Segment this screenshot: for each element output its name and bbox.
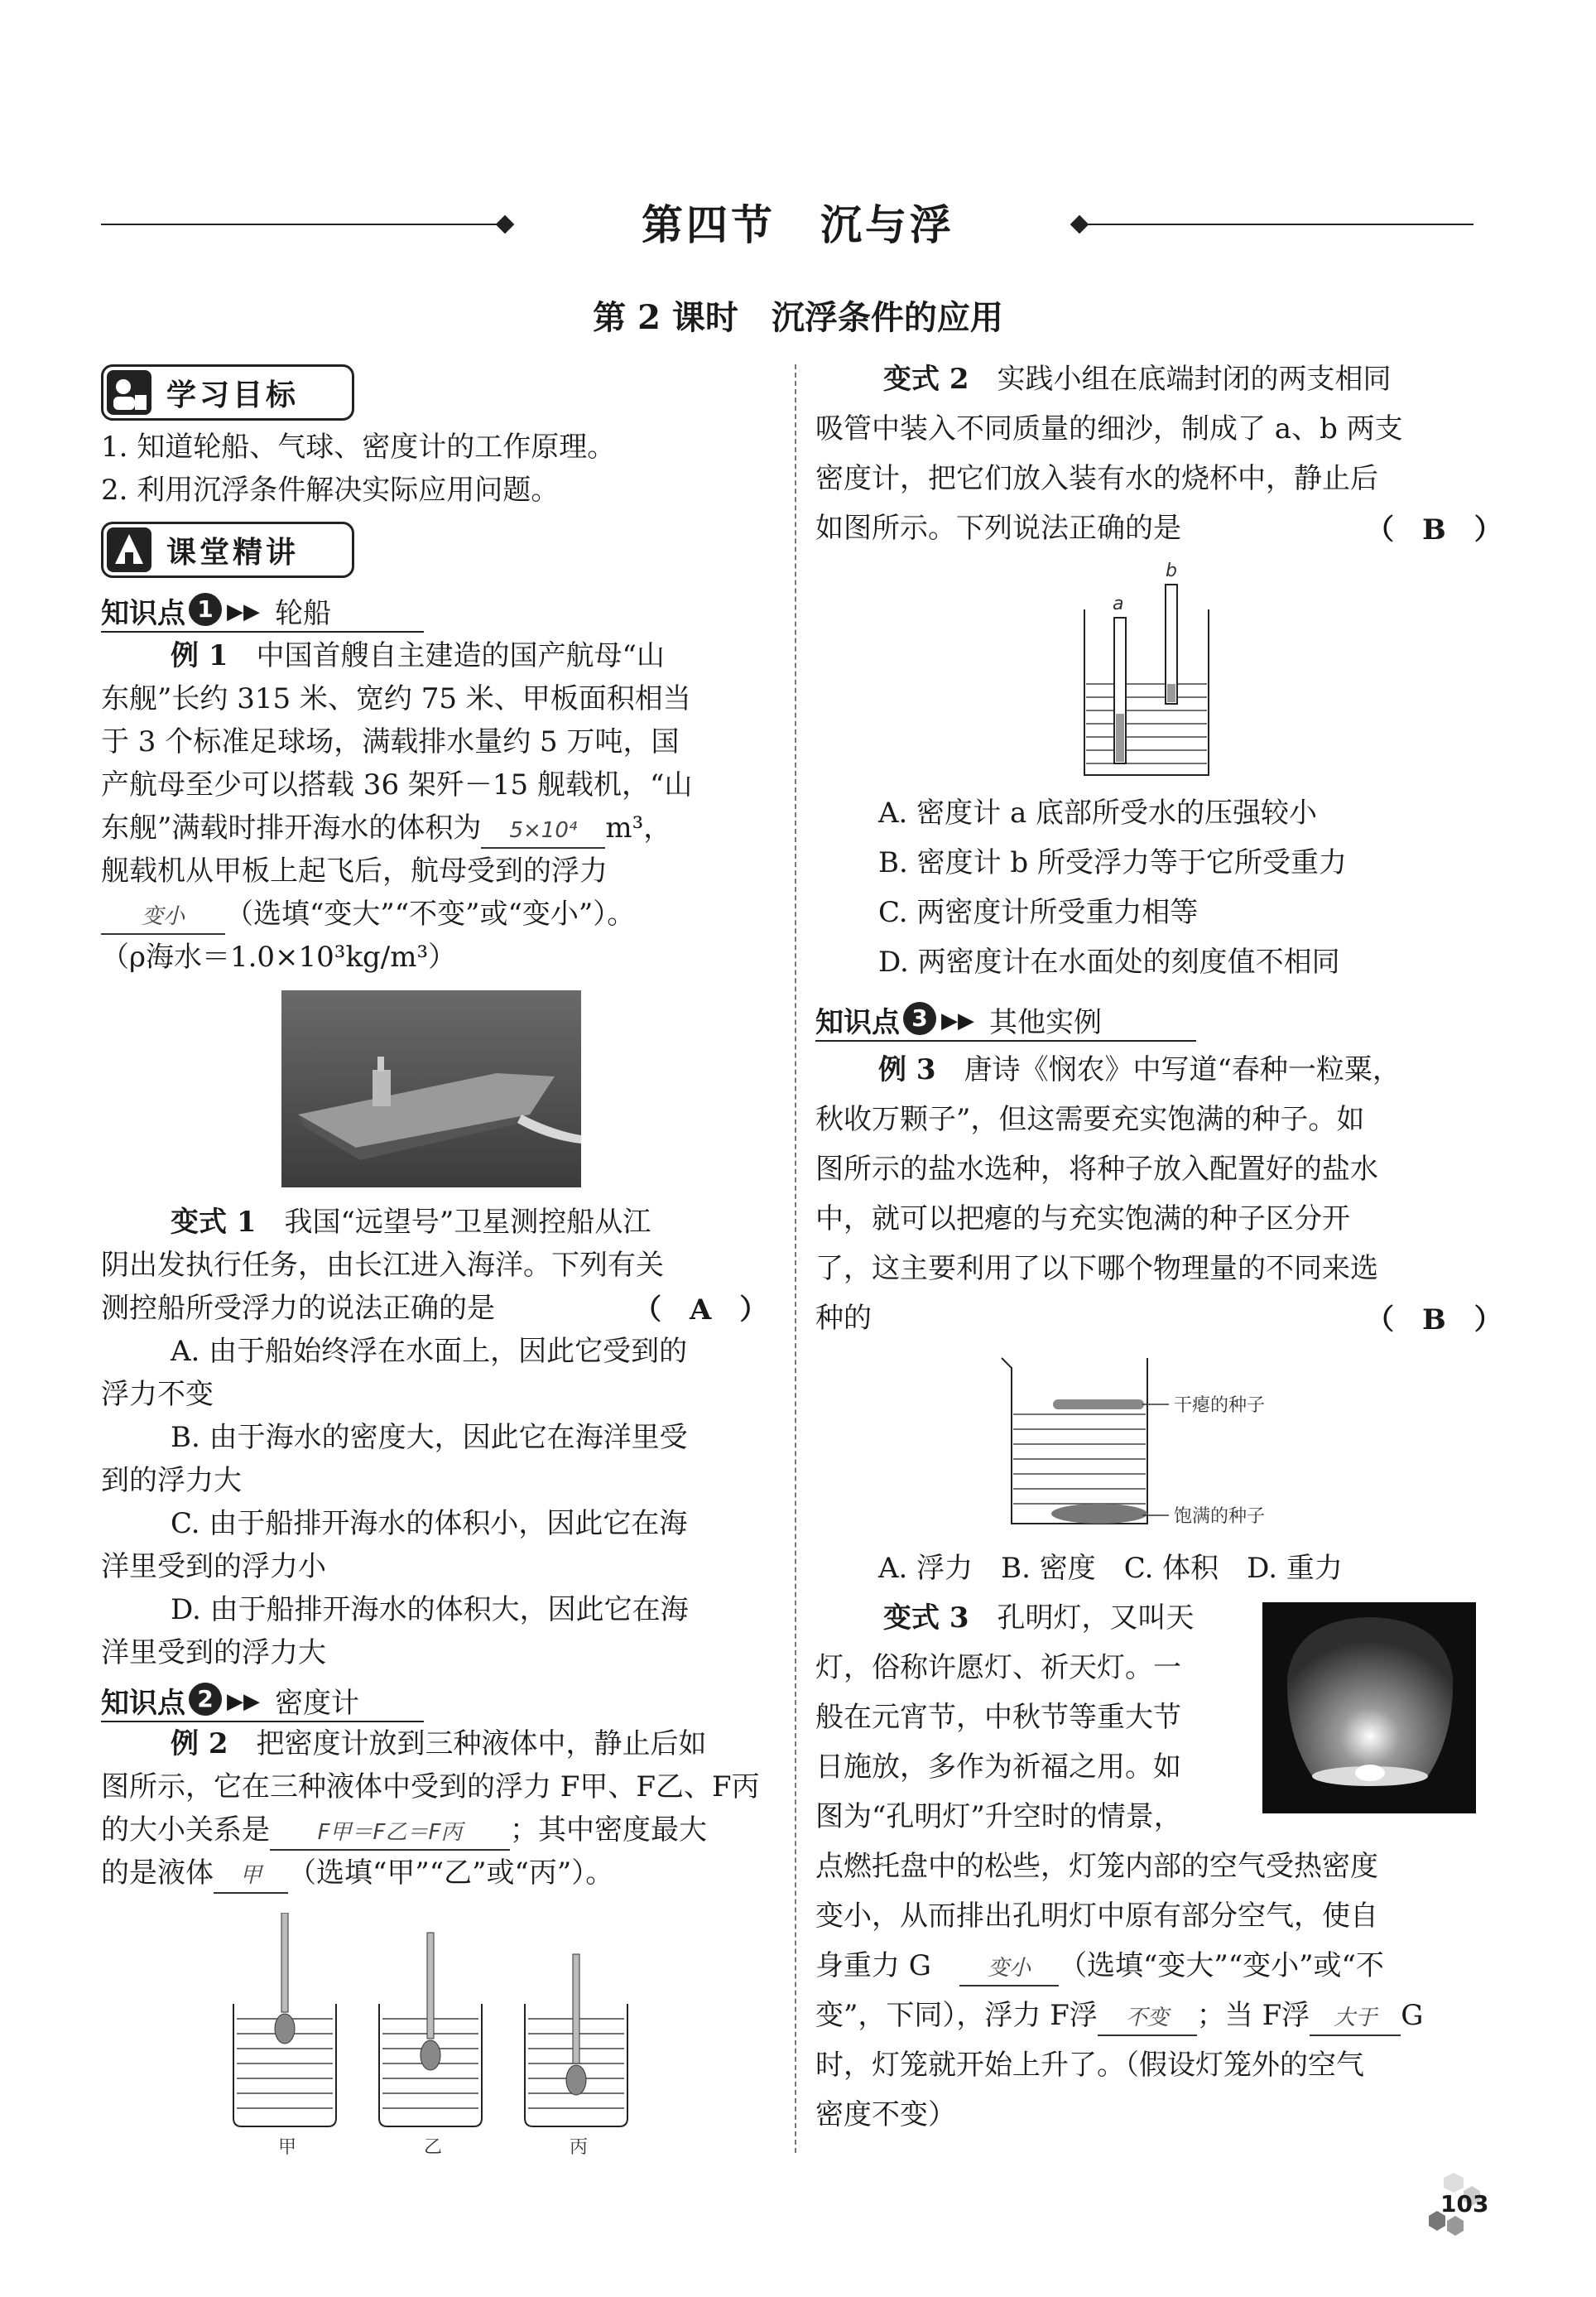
- ex1-line8: （ρ海水＝1.0×10³kg/m³）: [101, 941, 457, 974]
- ex1-line4: 产航母至少可以搭载 36 架歼－15 舰载机，“山: [101, 768, 693, 802]
- ex1-line5: [101, 807, 763, 850]
- v3-text9b: ；当 F浮: [1196, 1999, 1310, 2032]
- beaker-jia: [233, 1913, 336, 2126]
- v3-text9a: 变”，下同），浮力 F浮: [815, 1999, 1098, 2032]
- ex2-text3b: ；其中密度最大: [510, 1813, 707, 1847]
- kp-number: 2: [189, 1683, 222, 1716]
- ex1-text5a: 东舰”满载时排开海水的体积为: [101, 811, 482, 845]
- ex1-line7: [101, 893, 763, 936]
- kp-label: 知识点: [101, 1687, 185, 1720]
- ex3-line6: 种的: [815, 1302, 872, 1335]
- beaker-label-bing: 丙: [570, 2137, 589, 2158]
- v2-optD: D. 两密度计在水面处的刻度值不相同: [878, 946, 1340, 979]
- v3-line5: 图为“孔明灯”升空时的情景，: [815, 1800, 1182, 1833]
- knowledge-point-2: [101, 1674, 424, 1722]
- v1-optD1: D. 由于船排开海水的体积大，因此它在海: [171, 1593, 689, 1626]
- v3-line8: [815, 1944, 1478, 1987]
- straw-label-a: a: [1113, 594, 1124, 614]
- v3-text9c: G: [1401, 1999, 1424, 2032]
- ex2-label: 例 2: [171, 1727, 228, 1760]
- ex2-text1: 把密度计放到三种液体中，静止后如: [256, 1727, 707, 1760]
- v1-optA1: A. 由于船始终浮在水面上，因此它受到的: [171, 1335, 688, 1368]
- carrier-photo: [281, 990, 581, 1187]
- ex1-line1: [101, 634, 763, 677]
- v2-line4: 如图所示。下列说法正确的是: [815, 512, 1181, 545]
- v3-line9: [815, 1994, 1478, 2037]
- ex2-line4: [101, 1852, 763, 1895]
- v3-blank-buoyancy: 不变: [1098, 2001, 1197, 2036]
- v3-line11: 密度不变）: [815, 2098, 956, 2131]
- ex3-line1: [815, 1048, 1478, 1091]
- v2-optC: C. 两密度计所受重力相等: [878, 896, 1199, 929]
- ex3-text1: 唐诗《悯农》中写道“春种一粒粟，: [964, 1053, 1401, 1086]
- v3-text8b: （选填“变大”“变小”或“不: [1058, 1949, 1384, 1982]
- column-divider: [795, 364, 796, 2153]
- double-arrow-icon: ▶▶: [227, 600, 260, 624]
- v3-line6: 点燃托盘中的松些，灯笼内部的空气受热密度: [815, 1850, 1378, 1883]
- v1-optC1: C. 由于船排开海水的体积小，因此它在海: [171, 1507, 688, 1540]
- title-rule-right: [1084, 224, 1473, 225]
- v3-blank-gravity: 变小: [959, 1952, 1059, 1986]
- v3-line2: 灯，俗称许愿灯、祈天灯。一: [815, 1651, 1181, 1684]
- v1-line2: 阴出发执行任务，由长江进入海洋。下列有关: [101, 1249, 664, 1282]
- v3-line3: 般在元宵节，中秋节等重大节: [815, 1701, 1181, 1734]
- lecture-heading-text: 课堂精讲: [166, 535, 300, 570]
- kp-label: 知识点: [815, 1006, 900, 1039]
- kp-topic: 轮船: [275, 597, 331, 630]
- v1-answer: （ A ）: [633, 1293, 768, 1327]
- v3-text1: 孔明灯，又叫天: [997, 1601, 1195, 1635]
- ex3-answer: （ B ）: [1366, 1303, 1502, 1336]
- beaker-yi: [379, 1933, 482, 2126]
- ex2-line1: [101, 1722, 763, 1765]
- v3-line10: 时，灯笼就开始上升了。（假设灯笼外的空气: [815, 2049, 1364, 2082]
- straw-label-b: b: [1166, 561, 1177, 581]
- double-arrow-icon: ▶▶: [941, 1009, 974, 1033]
- v3-label: 变式 3: [883, 1601, 969, 1635]
- ex3-line3: 图所示的盐水选种，将种子放入配置好的盐水: [815, 1153, 1378, 1186]
- goal-item-1: 1. 知道轮船、气球、密度计的工作原理。: [101, 431, 616, 464]
- ex1-text5b: m³，: [605, 811, 672, 845]
- v3-line4: 日施放，多作为祈福之用。如: [815, 1750, 1181, 1784]
- v2-label: 变式 2: [883, 363, 969, 396]
- student-icon: [107, 370, 151, 415]
- ex2-blank-liquid: 甲: [214, 1859, 288, 1894]
- kp-number: 3: [903, 1002, 936, 1035]
- sky-lantern-photo: [1262, 1602, 1476, 1813]
- ex2-text4b: （选填“甲”“乙”或“丙”）。: [288, 1856, 614, 1890]
- ex3-line2: 秋收万颗子”，但这需要充实饱满的种子。如: [815, 1103, 1365, 1136]
- ex1-text7b: （选填“变大”“不变”或“变小”）。: [225, 898, 636, 931]
- kp-number: 1: [189, 593, 222, 626]
- v1-optD2: 洋里受到的浮力大: [101, 1636, 326, 1669]
- ex2-text4a: 的是液体: [101, 1856, 214, 1890]
- v3-line7: 变小，从而排出孔明灯中原有部分空气，使自: [815, 1900, 1378, 1933]
- double-arrow-icon: ▶▶: [227, 1689, 260, 1714]
- v2-optB: B. 密度计 b 所受浮力等于它所受重力: [878, 846, 1347, 879]
- page-number: 103: [1440, 2190, 1489, 2218]
- knowledge-point-1: [101, 585, 424, 633]
- straw-hydrometer-figure: [1068, 560, 1233, 783]
- v1-line3: 测控船所受浮力的说法正确的是: [101, 1292, 495, 1325]
- goals-heading: [101, 364, 354, 421]
- lecture-heading: [101, 522, 354, 578]
- v1-optB2: 到的浮力大: [101, 1464, 242, 1497]
- v2-line1: [815, 358, 1478, 401]
- ex3-line4: 中，就可以把瘪的与充实饱满的种子区分开: [815, 1202, 1350, 1235]
- beaker-label-yi: 乙: [424, 2137, 443, 2158]
- kp-label: 知识点: [101, 597, 185, 630]
- section-title: 第四节 沉与浮: [642, 200, 954, 249]
- ex1-text1: 中国首艘自主建造的国产航母“山: [256, 639, 665, 672]
- ex1-label: 例 1: [171, 639, 228, 672]
- kp-topic: 密度计: [275, 1687, 359, 1720]
- ex2-text3a: 的大小关系是: [101, 1813, 270, 1847]
- v1-text1: 我国“远望号”卫星测控船从江: [284, 1206, 651, 1239]
- v1-optA2: 浮力不变: [101, 1378, 214, 1411]
- v3-blank-compare: 大于: [1310, 2001, 1401, 2036]
- ex1-blank-buoyancy: 变小: [101, 900, 225, 935]
- beaker-label-jia: 甲: [278, 2137, 297, 2158]
- lesson-title: 第 2 课时 沉浮条件的应用: [593, 298, 1003, 337]
- v3-line1: [815, 1596, 1256, 1640]
- v1-optC2: 洋里受到的浮力小: [101, 1550, 326, 1583]
- beaker-bing: [525, 1954, 627, 2126]
- goal-item-2: 2. 利用沉浮条件解决实际应用问题。: [101, 474, 560, 507]
- ex2-blank-relation: F甲＝F乙＝F丙: [270, 1816, 510, 1851]
- seed-selection-figure: [993, 1350, 1324, 1532]
- ex1-line6: 舰载机从甲板上起飞后，航母受到的浮力: [101, 855, 608, 888]
- fig-label-full: 饱满的种子: [1174, 1506, 1266, 1527]
- ex2-line2: 图所示，它在三种液体中受到的浮力 F甲、F乙、F丙: [101, 1770, 760, 1803]
- ex3-options: A. 浮力 B. 密度 C. 体积 D. 重力: [878, 1552, 1343, 1585]
- ex2-line3: [101, 1808, 763, 1852]
- book-icon: [107, 527, 151, 572]
- kp-topic: 其他实例: [989, 1006, 1102, 1039]
- v2-optA: A. 密度计 a 底部所受水的压强较小: [878, 797, 1318, 830]
- v2-line3: 密度计，把它们放入装有水的烧杯中，静止后: [815, 462, 1378, 495]
- v1-label: 变式 1: [171, 1206, 257, 1239]
- ex1-blank-volume: 5×10⁴: [481, 814, 605, 849]
- ex3-label: 例 3: [878, 1053, 936, 1086]
- hydrometer-figure: [224, 1913, 662, 2161]
- ex1-line3: 于 3 个标准足球场，满载排水量约 5 万吨，国: [101, 725, 680, 758]
- v2-line2: 吸管中装入不同质量的细沙，制成了 a、b 两支: [815, 412, 1403, 445]
- goals-heading-text: 学习目标: [166, 378, 300, 412]
- ex1-line2: 东舰”长约 315 米、宽约 75 米、甲板面积相当: [101, 682, 691, 715]
- v2-text1: 实践小组在底端封闭的两支相同: [997, 363, 1392, 396]
- ex3-line5: 了，这主要利用了以下哪个物理量的不同来选: [815, 1252, 1378, 1285]
- v2-answer: （ B ）: [1366, 513, 1502, 547]
- v1-optB1: B. 由于海水的密度大，因此它在海洋里受: [171, 1421, 688, 1454]
- fig-label-shriveled: 干瘪的种子: [1174, 1395, 1266, 1416]
- knowledge-point-3: [815, 994, 1196, 1042]
- v3-text8a: 身重力 G: [815, 1949, 931, 1982]
- v1-line1: [101, 1201, 763, 1244]
